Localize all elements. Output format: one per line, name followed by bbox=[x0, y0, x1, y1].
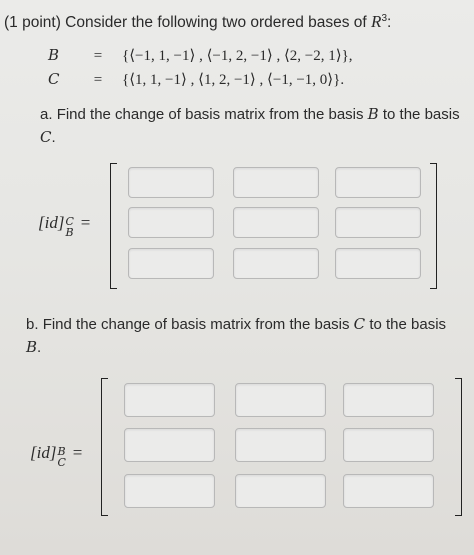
part-b-text-end: . bbox=[37, 339, 42, 356]
matrix-b-cell-r1c1[interactable] bbox=[124, 383, 215, 417]
matrix-b-cell-r2c2[interactable] bbox=[235, 428, 326, 462]
matrix-a-cell-r3c2[interactable] bbox=[233, 248, 319, 279]
basis-c-vectors: {⟨1, 1, −1⟩ , ⟨1, 2, −1⟩ , ⟨−1, −1, 0⟩}. bbox=[122, 72, 345, 88]
matrix-a-cell-r3c1[interactable] bbox=[128, 248, 214, 279]
matrix-b-cell-r3c3[interactable] bbox=[343, 474, 434, 508]
matrix-b-right-bracket bbox=[455, 378, 462, 516]
equals-sign: = bbox=[93, 72, 103, 88]
matrix-b-superscript: B bbox=[57, 445, 66, 458]
matrix-b-label bbox=[30, 443, 83, 469]
equals-sign: = bbox=[93, 48, 103, 64]
header-suffix: : bbox=[387, 14, 392, 31]
matrix-a-cell-r2c1[interactable] bbox=[128, 207, 214, 238]
matrix-a-equals: = bbox=[80, 213, 91, 232]
basis-c-definition bbox=[48, 70, 344, 89]
matrix-a-label bbox=[38, 213, 91, 239]
matrix-b-cell-r2c1[interactable] bbox=[124, 428, 215, 462]
problem-header bbox=[4, 12, 391, 32]
part-b-to-basis: B bbox=[26, 338, 38, 356]
header-prefix: (1 point) Consider the following two ordered bases of bbox=[4, 14, 372, 31]
matrix-b-cell-r3c1[interactable] bbox=[124, 474, 215, 508]
identity-map: [id] bbox=[30, 443, 57, 462]
matrix-b-cell-r1c3[interactable] bbox=[343, 383, 434, 417]
part-a-text-mid: to the basis bbox=[378, 106, 460, 123]
part-a-to-basis: C bbox=[40, 128, 52, 146]
basis-b-symbol: B bbox=[48, 46, 60, 64]
part-a-marker: a. bbox=[40, 106, 53, 123]
part-b-marker: b. bbox=[26, 316, 39, 333]
identity-map: [id] bbox=[38, 213, 65, 232]
matrix-a-cell-r3c3[interactable] bbox=[335, 248, 421, 279]
part-a-question bbox=[40, 103, 460, 149]
part-b-question bbox=[26, 313, 456, 359]
space-exponent: 3 bbox=[381, 12, 387, 24]
matrix-b-cell-r3c2[interactable] bbox=[235, 474, 326, 508]
matrix-a-left-bracket bbox=[110, 163, 117, 289]
matrix-a-cell-r2c3[interactable] bbox=[335, 207, 421, 238]
matrix-a-right-bracket bbox=[430, 163, 437, 289]
matrix-a-cell-r1c1[interactable] bbox=[128, 167, 214, 198]
matrix-b-cell-r2c3[interactable] bbox=[343, 428, 434, 462]
part-a-from-basis: B bbox=[367, 105, 379, 123]
part-b-text-mid: to the basis bbox=[365, 316, 447, 333]
matrix-a-cell-r1c2[interactable] bbox=[233, 167, 319, 198]
matrix-a-subscript: B bbox=[65, 226, 74, 239]
part-b-text-start: Find the change of basis matrix from the basis bbox=[42, 316, 354, 333]
basis-b-definition bbox=[48, 46, 353, 65]
matrix-a-superscript: C bbox=[65, 215, 74, 228]
basis-c-symbol: C bbox=[48, 70, 60, 88]
basis-b-vectors: {⟨−1, 1, −1⟩ , ⟨−1, 2, −1⟩ , ⟨2, −2, 1⟩}, bbox=[122, 48, 353, 64]
space-symbol: R bbox=[371, 12, 382, 31]
matrix-b-subscript: C bbox=[57, 456, 66, 469]
part-a-text-start: Find the change of basis matrix from the basis bbox=[56, 106, 368, 123]
matrix-a-cell-r1c3[interactable] bbox=[335, 167, 421, 198]
matrix-a-cell-r2c2[interactable] bbox=[233, 207, 319, 238]
matrix-b-equals: = bbox=[72, 443, 83, 462]
part-b-from-basis: C bbox=[353, 315, 366, 333]
part-a-text-end: . bbox=[51, 129, 56, 146]
matrix-b-left-bracket bbox=[101, 378, 108, 516]
matrix-b-cell-r1c2[interactable] bbox=[235, 383, 326, 417]
